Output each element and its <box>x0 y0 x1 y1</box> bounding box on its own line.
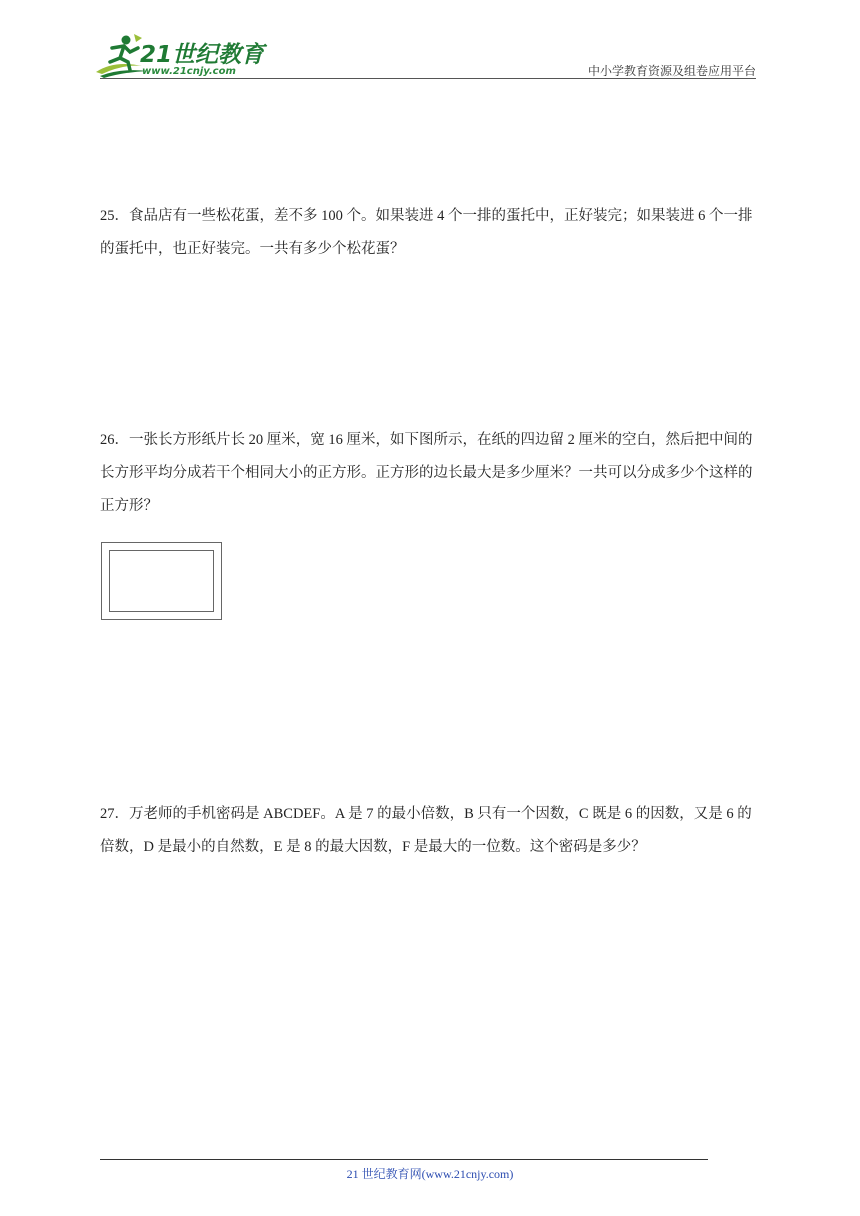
footer-divider <box>100 1159 708 1160</box>
question-27 <box>100 798 764 864</box>
question-text: 一张长方形纸片长 20 厘米，宽 16 厘米，如下图所示，在纸的四边留 2 厘米的空白，然后把中间的长方形平均分成若干个相同大小的正方形。正方形的边长最大是多少厘米？一共可以分成多少个这样的正方形？ <box>100 432 753 514</box>
inner-rectangle <box>109 550 214 612</box>
platform-title: 中小学教育资源及组卷应用平台 <box>587 64 756 78</box>
page-header <box>0 0 860 90</box>
question-text: 万老师的手机密码是 ABCDEF。A 是 7 的最小倍数，B 只有一个因数，C 既是 6 的因数，又是 6 的倍数，D 是最小的自然数，E 是 8 的最大因数，F 是最大的一位数。这个密码是多少？ <box>100 806 752 855</box>
logo-url-text: www.21cnjy.com <box>142 66 236 77</box>
question-text: 食品店有一些松花蛋，差不多 100 个。如果装进 4 个一排的蛋托中，正好装完；如果装进 6 个一排的蛋托中，也正好装完。一共有多少个松花蛋？ <box>100 208 753 257</box>
footer-link[interactable]: 21 世纪教育网(www.21cnjy.com) <box>346 1167 514 1181</box>
question-26 <box>100 424 764 523</box>
question-25 <box>100 200 764 266</box>
rectangle-paper-figure <box>101 542 222 620</box>
question-number: 27． <box>100 806 129 822</box>
header-divider <box>100 78 756 79</box>
logo-main-text: 21世纪教育 <box>140 42 265 68</box>
logo <box>94 30 264 80</box>
question-number: 26． <box>100 432 129 448</box>
question-number: 25． <box>100 208 129 224</box>
